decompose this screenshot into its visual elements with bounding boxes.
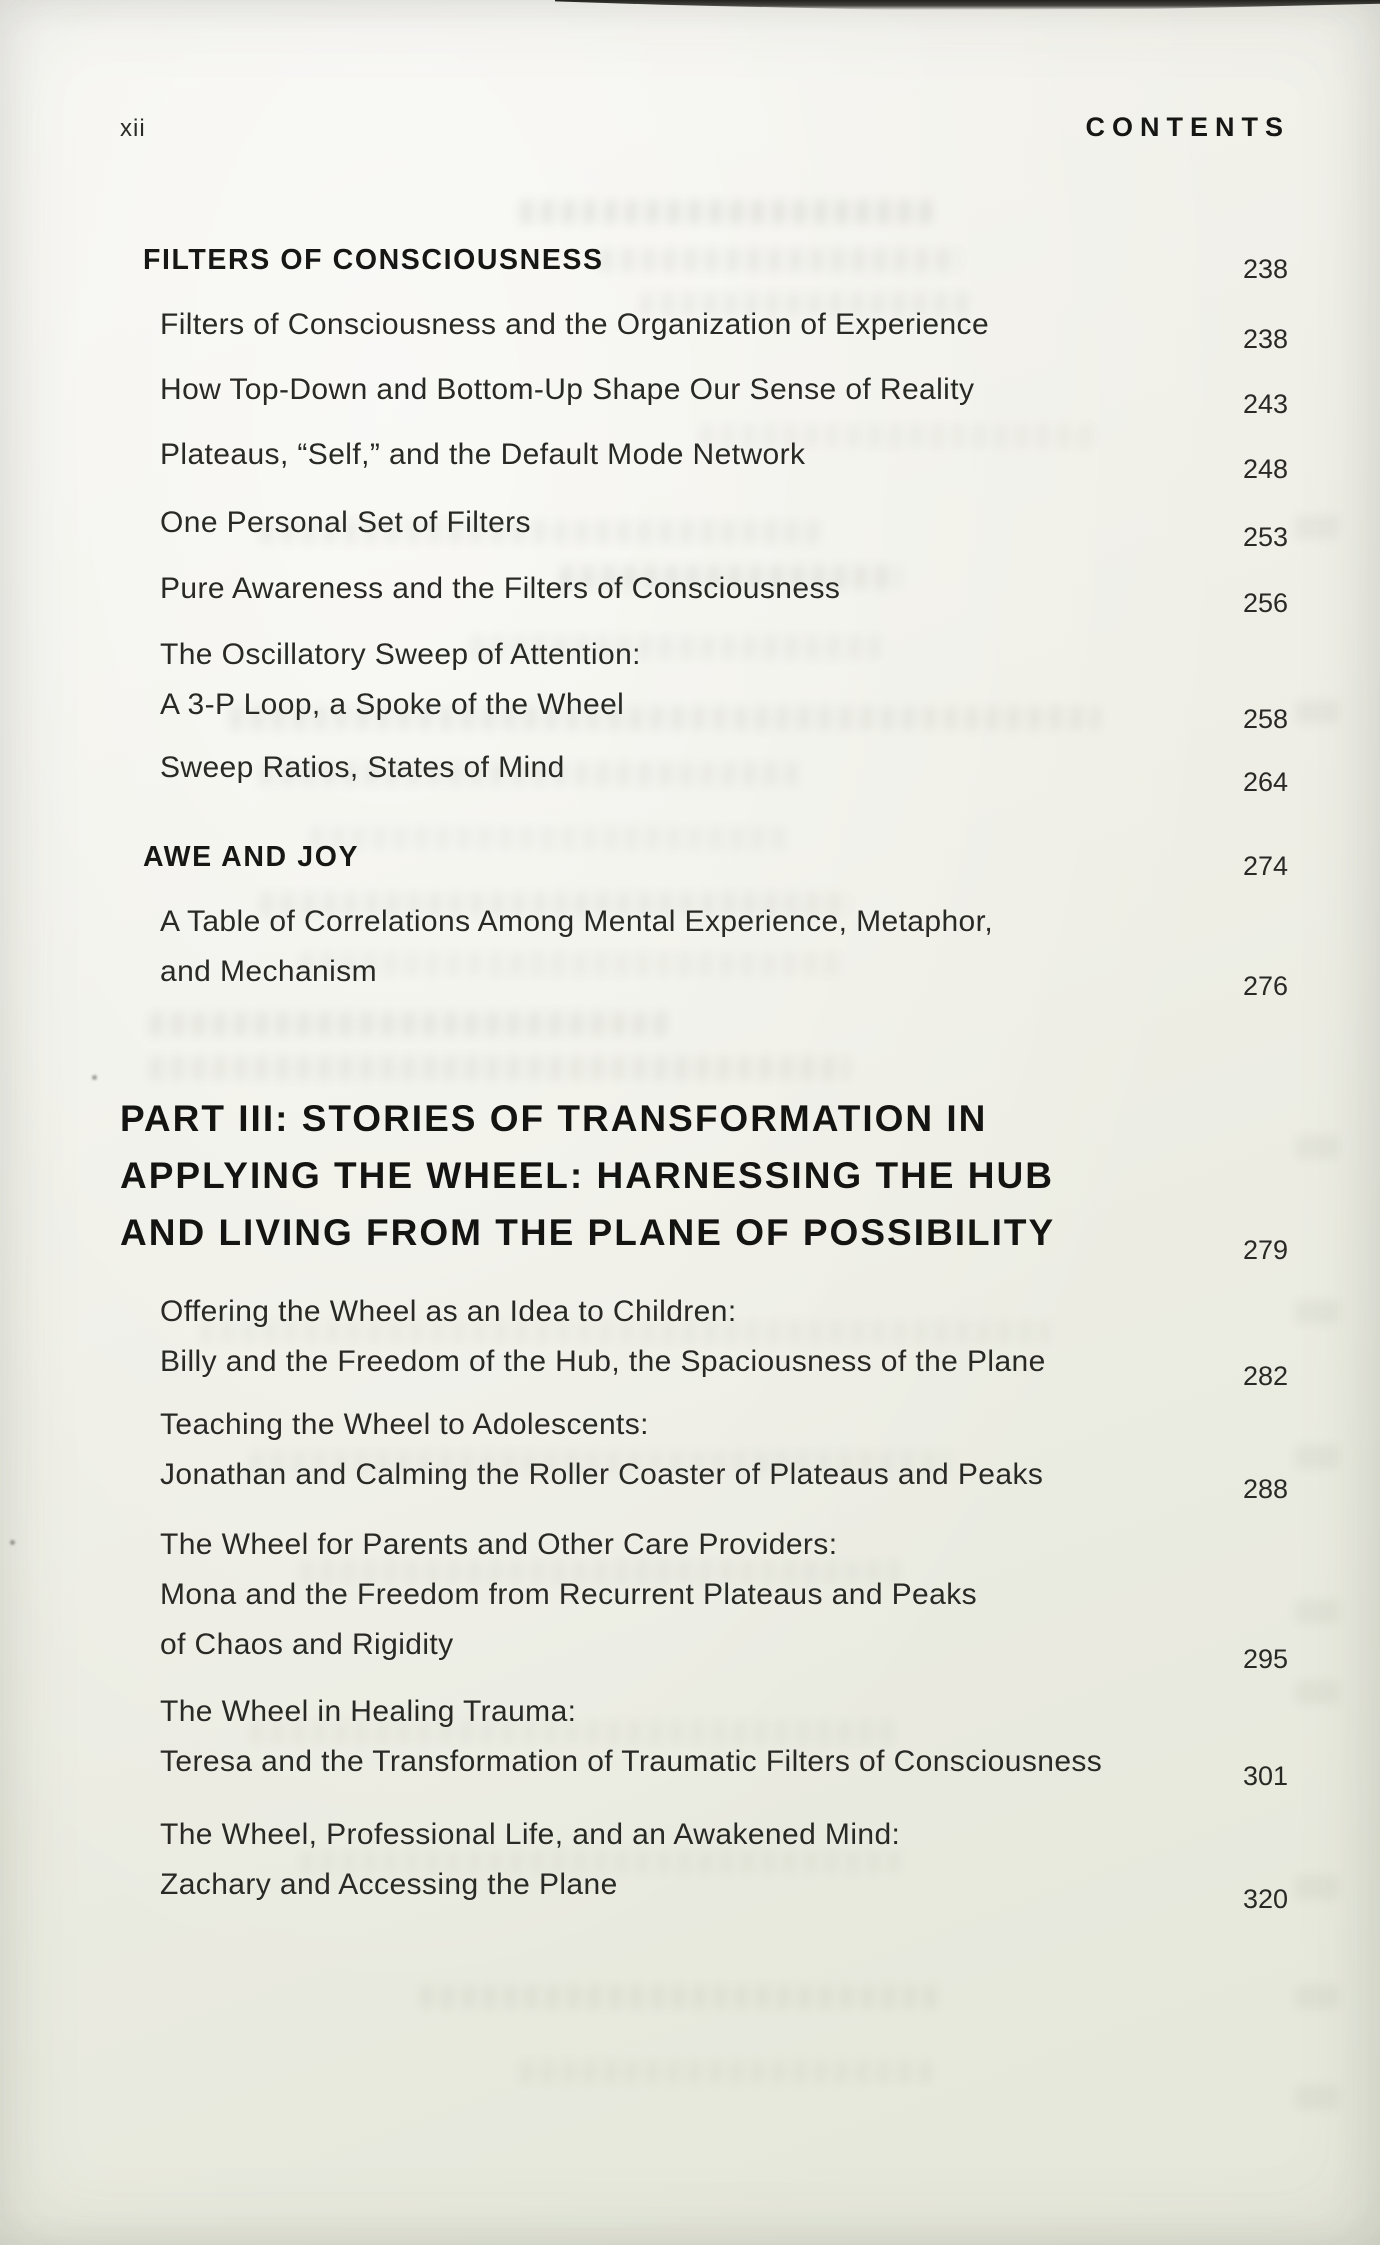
- bleedthrough-smudge: [1295, 1985, 1340, 2009]
- toc-entry-line: The Oscillatory Sweep of Attention:: [160, 638, 641, 671]
- toc-page-number: 238: [1242, 324, 1288, 354]
- toc-page-number: 295: [1242, 1644, 1288, 1674]
- toc-entry-line: Plateaus, “Self,” and the Default Mode Network: [160, 438, 806, 471]
- toc-page-number: 258: [1242, 704, 1288, 734]
- toc-page-number: 279: [1242, 1235, 1288, 1265]
- bleedthrough-smudge: [1295, 515, 1340, 539]
- toc-entry-line: A Table of Correlations Among Mental Experience, Metaphor,: [160, 905, 994, 938]
- toc-section-label: AWE AND JOY: [143, 841, 360, 873]
- bleedthrough-smudge: [1295, 1445, 1340, 1469]
- toc-part-heading: [120, 1090, 1288, 1265]
- toc-entry-line: Jonathan and Calming the Roller Coaster of Plateaus and Peaks: [160, 1458, 1044, 1491]
- bleedthrough-smudge: [1295, 1300, 1340, 1324]
- bleedthrough-smudge: [1295, 700, 1340, 724]
- toc-entry: [160, 498, 1288, 552]
- toc-page-number: 301: [1242, 1761, 1288, 1791]
- toc-page-number: 274: [1242, 851, 1288, 881]
- toc-entry: [160, 1810, 1288, 1914]
- toc-page-number: 282: [1242, 1361, 1288, 1391]
- toc-part-line: PART III: STORIES OF TRANSFORMATION IN: [120, 1098, 988, 1139]
- toc-entry: [160, 564, 1288, 618]
- toc-section-heading: [143, 837, 1288, 881]
- bleedthrough-smudge: [420, 1985, 941, 2009]
- running-head: [120, 112, 1290, 143]
- bleedthrough-smudge: [520, 200, 941, 224]
- bleedthrough-smudge: [1295, 2085, 1340, 2109]
- toc-entry-line: Filters of Consciousness and the Organization of Experience: [160, 308, 990, 341]
- toc-entry-line: and Mechanism: [160, 955, 377, 988]
- toc-part-line: APPLYING THE WHEEL: HARNESSING THE HUB: [120, 1155, 1054, 1196]
- photo-edge-shadow: [555, 0, 1380, 10]
- toc-entry-line: Pure Awareness and the Filters of Consciousness: [160, 572, 841, 605]
- toc-page-number: 276: [1242, 971, 1288, 1001]
- toc-page-number: 253: [1242, 522, 1288, 552]
- toc-entry: [160, 743, 1288, 797]
- bleedthrough-smudge: [1295, 1680, 1340, 1704]
- toc-entry-line: The Wheel in Healing Trauma:: [160, 1695, 577, 1728]
- toc-entry-line: The Wheel, Professional Life, and an Awakened Mind:: [160, 1818, 901, 1851]
- toc-entry: [160, 897, 1288, 1001]
- bleedthrough-smudge: [1295, 1135, 1340, 1159]
- toc-entry-line: Teresa and the Transformation of Traumatic Filters of Consciousness: [160, 1745, 1103, 1778]
- toc-entry: [160, 1520, 1288, 1674]
- toc-page-number: 248: [1242, 454, 1288, 484]
- toc-part-line: AND LIVING FROM THE PLANE OF POSSIBILITY: [120, 1212, 1056, 1253]
- toc-page-number: 264: [1242, 767, 1288, 797]
- toc-page-number: 238: [1242, 254, 1288, 284]
- toc-entry: [160, 1400, 1288, 1504]
- toc-entry: [160, 300, 1288, 354]
- bleedthrough-smudge: [520, 2060, 941, 2084]
- toc-entry: [160, 1287, 1288, 1391]
- toc-entry-line: The Wheel for Parents and Other Care Providers:: [160, 1528, 838, 1561]
- bleedthrough-smudge: [150, 1056, 851, 1080]
- toc-entry: [160, 1687, 1288, 1791]
- toc-page-number: 256: [1242, 588, 1288, 618]
- toc-entry-line: Sweep Ratios, States of Mind: [160, 751, 565, 784]
- toc-section-heading: [143, 240, 1288, 284]
- toc-page-number: 243: [1242, 389, 1288, 419]
- toc-entry-line: Billy and the Freedom of the Hub, the Spaciousness of the Plane: [160, 1345, 1046, 1378]
- toc-section-label: FILTERS OF CONSCIOUSNESS: [143, 244, 604, 276]
- page-folio: xii: [120, 115, 146, 142]
- bleedthrough-smudge: [1295, 1875, 1340, 1899]
- toc-entry-line: Offering the Wheel as an Idea to Children:: [160, 1295, 737, 1328]
- bleedthrough-smudge: [1295, 1600, 1340, 1624]
- toc-entry-line: Zachary and Accessing the Plane: [160, 1868, 618, 1901]
- toc-entry: [160, 430, 1288, 484]
- bleedthrough-smudge: [150, 1012, 671, 1036]
- toc-entry-line: of Chaos and Rigidity: [160, 1628, 454, 1661]
- toc-entry-line: One Personal Set of Filters: [160, 506, 531, 539]
- paper-speck: [10, 1540, 15, 1545]
- toc-entry-line: Teaching the Wheel to Adolescents:: [160, 1408, 649, 1441]
- toc-entry-line: A 3-P Loop, a Spoke of the Wheel: [160, 688, 625, 721]
- paper-speck: [92, 1075, 97, 1080]
- toc-page-number: 320: [1242, 1884, 1288, 1914]
- toc-entry: [160, 365, 1288, 419]
- toc-entry-line: How Top-Down and Bottom-Up Shape Our Sense of Reality: [160, 373, 975, 406]
- toc-entry-line: Mona and the Freedom from Recurrent Plateaus and Peaks: [160, 1578, 978, 1611]
- toc-page-number: 288: [1242, 1474, 1288, 1504]
- running-head-title: CONTENTS: [1085, 112, 1290, 142]
- toc-entry: [160, 630, 1288, 734]
